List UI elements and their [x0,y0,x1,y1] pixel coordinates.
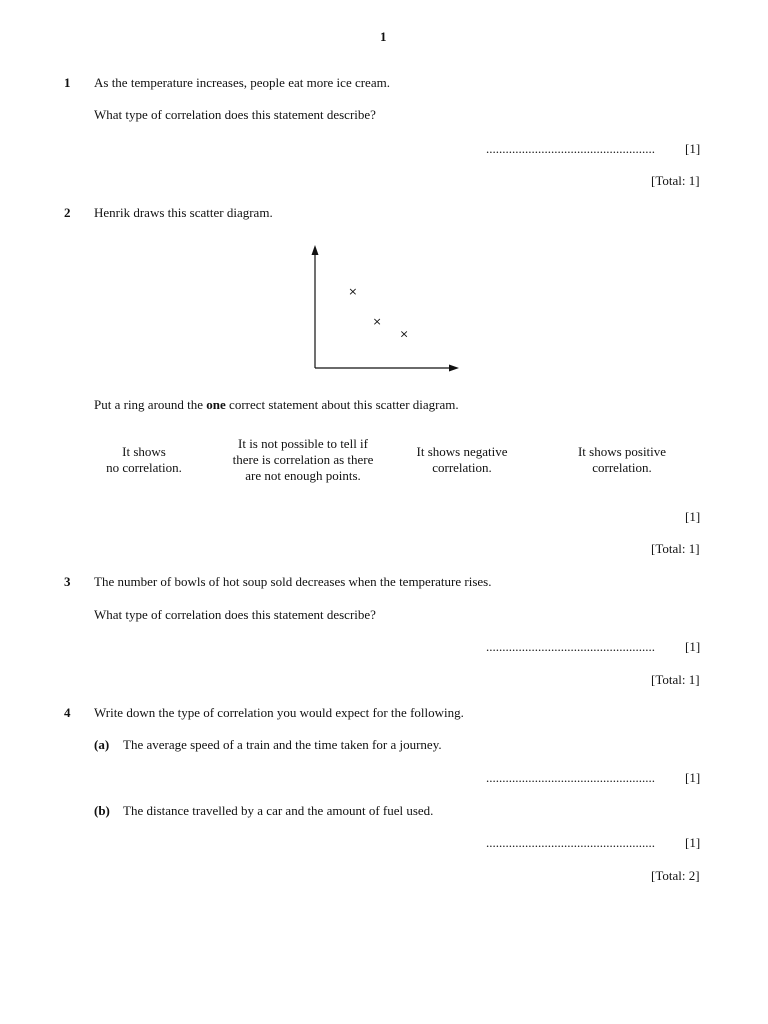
option-not-enough-points[interactable] [218,436,388,484]
question-4a-text: The average speed of a train and the time taken for a journey. [123,737,442,752]
option-line: there is correlation as there [232,452,374,467]
question-4b-text: The distance travelled by a car and the amount of fuel used. [123,803,434,818]
question-3-statement: The number of bowls of hot soup sold decreases when the temperature rises. [94,574,492,589]
option-line: correlation. [432,460,492,475]
question-4-number: 4 [64,705,71,720]
question-1-number: 1 [64,75,71,90]
question-4a-label: (a) [94,737,110,752]
option-line: are not enough points. [245,468,361,483]
y-axis-arrow [312,245,319,255]
page-number: 1 [380,29,387,44]
question-4-statement: Write down the type of correlation you would expect for the following. [94,705,464,720]
question-3-total: [Total: 1] [651,672,700,687]
scatter-diagram [300,240,470,380]
option-line: It shows positive [577,444,667,459]
question-2-number: 2 [64,205,71,220]
instruction-text-end: correct statement about this scatter diagram. [225,397,459,412]
question-1-total: [Total: 1] [651,173,700,188]
question-2-statement: Henrik draws this scatter diagram. [94,205,273,220]
question-1-marks: [1] [685,141,701,156]
question-2-marks: [1] [685,509,701,524]
question-4-total: [Total: 2] [651,868,700,883]
question-4b-label: (b) [94,803,110,818]
question-4a-marks: [1] [685,770,701,785]
option-no-correlation[interactable] [84,444,204,476]
instruction-emphasis: one [206,397,226,412]
option-negative-correlation[interactable] [402,444,522,476]
question-3-number: 3 [64,574,71,589]
option-line: It shows negative [416,444,508,459]
option-line: no correlation. [106,460,182,475]
question-1-answer-line[interactable]: .................................................... [486,141,655,156]
question-3-prompt: What type of correlation does this statement describe? [94,607,376,622]
question-2-total: [Total: 1] [651,541,700,556]
option-line: It shows [122,444,166,459]
question-4b-marks: [1] [685,835,701,850]
question-4b-answer-line[interactable]: .................................................... [486,835,655,850]
question-3-answer-line[interactable]: .................................................... [486,639,655,654]
scatter-point: × [399,327,409,341]
scatter-point: × [348,285,358,299]
question-1-statement: As the temperature increases, people eat more ice cream. [94,75,390,90]
scatter-point: × [372,314,382,328]
question-2-instruction [94,397,459,413]
option-line: It is not possible to tell if [238,436,368,451]
option-line: correlation. [592,460,652,475]
question-4a-answer-line[interactable]: .................................................... [486,770,655,785]
x-axis-arrow [449,365,459,372]
option-positive-correlation[interactable] [562,444,682,476]
question-3-marks: [1] [685,639,701,654]
instruction-text-start: Put a ring around the [94,397,207,412]
question-1-prompt: What type of correlation does this statement describe? [94,107,376,122]
